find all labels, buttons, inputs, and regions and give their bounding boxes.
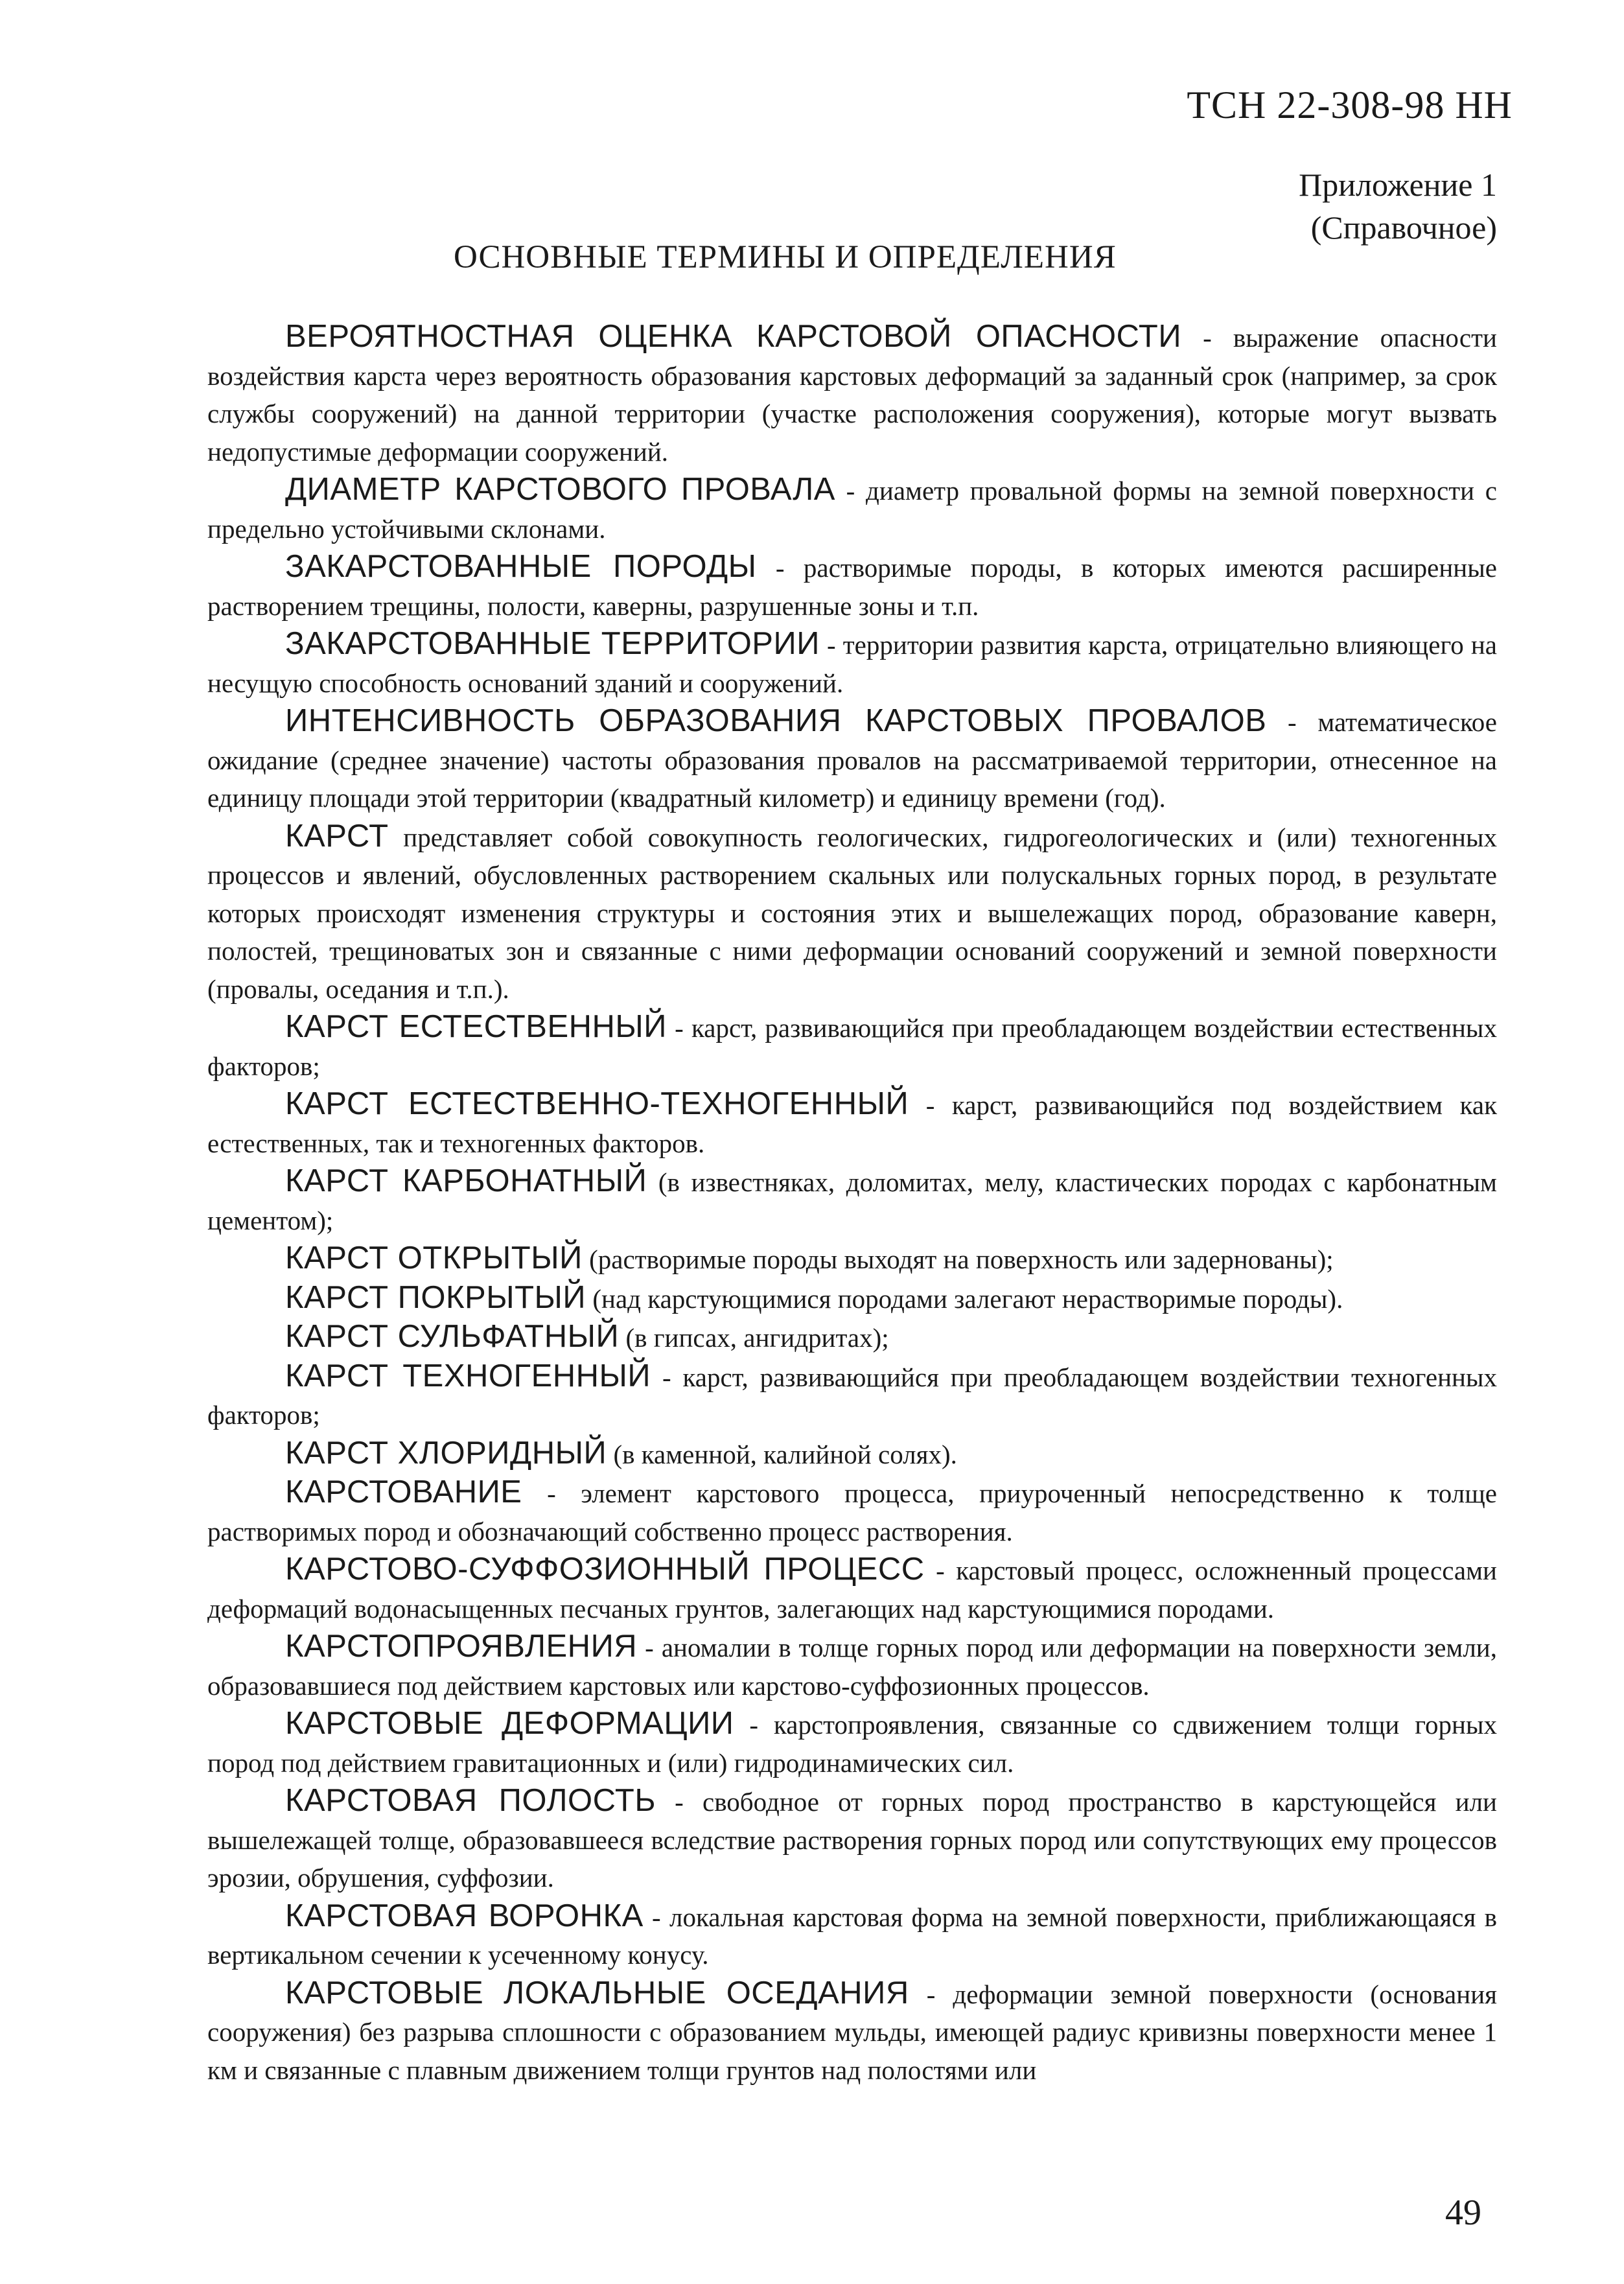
definition-entry <box>207 1357 1497 1434</box>
definition-text: представляет собой совокупность геологических, гидрогеологических и (или) техногенных процессов и явлений, обусловленных растворением скальных или полускальных горных пород, в результате которых происходят изменения структуры и состояния этих и вышележащих пород, образование каверн, полостей, трещиноватых зон и связанные с ними деформации оснований сооружений и земной поверхности (провалы, оседания и т.п.). <box>207 822 1497 1004</box>
definition-entry <box>207 1473 1497 1550</box>
term: КАРСТОПРОЯВЛЕНИЯ <box>285 1629 638 1664</box>
definition-text: - свободное от горных пород пространство в карстующейся или вышележащей толще, образовавшееся вследствие растворения горных пород или сопутствующих ему процессов эрозии, обрушения, суффозии. <box>207 1787 1497 1893</box>
definition-text: - карст, развивающийся при преобладающем воздействии техногенных факторов; <box>207 1362 1498 1430</box>
definition-entry <box>207 1239 1497 1279</box>
term: КАРСТОВО-СУФФОЗИОННЫЙ ПРОЦЕСС <box>285 1552 925 1587</box>
term: КАРСТ КАРБОНАТНЫЙ <box>285 1163 647 1198</box>
term: КАРСТ ЕСТЕСТВЕННО-ТЕХНОГЕННЫЙ <box>285 1086 909 1121</box>
page-title: ОСНОВНЫЕ ТЕРМИНЫ И ОПРЕДЕЛЕНИЯ <box>454 239 1117 275</box>
definition-text: (в гипсах, ангидритах); <box>619 1323 889 1353</box>
definition-text: - локальная карстовая форма на земной поверхности, приближающаяся в вертикальном сечении к усеченному конусу. <box>207 1902 1497 1970</box>
definition-entry <box>207 1550 1497 1627</box>
definition-entry <box>207 1627 1497 1705</box>
appendix-note: (Справочное) <box>1310 209 1497 246</box>
definition-entry <box>207 702 1497 817</box>
definition-text: (над карстующимися породами залегают нерастворимые породы). <box>586 1283 1343 1314</box>
definition-entry <box>207 548 1497 625</box>
definition-entry <box>207 1705 1497 1782</box>
definition-entry <box>207 1008 1497 1085</box>
term: ЗАКАРСТОВАННЫЕ ТЕРРИТОРИИ <box>285 626 820 661</box>
definition-entry <box>207 1318 1497 1357</box>
definition-entry <box>207 625 1497 702</box>
definition-text: - диаметр провальной формы на земной поверхности с предельно устойчивыми склонами. <box>207 476 1497 544</box>
definition-text: - карстовый процесс, осложненный процессами деформаций водонасыщенных песчаных грунтов, залегающих над карстующимися породами. <box>207 1556 1497 1624</box>
definition-text: - растворимые породы, в которых имеются расширенные растворением трещины, полости, каверны, разрушенные зоны и т.п. <box>207 553 1497 621</box>
definition-text: (в известняках, доломитах, мелу, кластических породах с карбонатным цементом); <box>207 1167 1498 1235</box>
term: КАРСТОВЫЕ ДЕФОРМАЦИИ <box>285 1706 734 1741</box>
definition-text: - карст, развивающийся при преобладающем воздействии естественных факторов; <box>207 1013 1497 1081</box>
term: ИНТЕНСИВНОСТЬ ОБРАЗОВАНИЯ КАРСТОВЫХ ПРОВАЛОВ <box>285 703 1267 738</box>
definition-text: - деформации земной поверхности (основания сооружения) без разрыва сплошности с образованием мульды, имеющей радиус кривизны поверхности менее 1 км и связанные с плавным движением толщи грунтов над полостями или <box>207 1979 1497 2085</box>
term: ВЕРОЯТНОСТНАЯ ОЦЕНКА КАРСТОВОЙ ОПАСНОСТИ <box>285 319 1182 354</box>
term: КАРСТ ЕСТЕСТВЕННЫЙ <box>285 1009 667 1044</box>
term: ДИАМЕТР КАРСТОВОГО ПРОВАЛА <box>285 472 835 507</box>
definition-text: (в каменной, калийной солях). <box>607 1439 957 1469</box>
definition-entry <box>207 1162 1497 1239</box>
definition-text: - математическое ожидание (среднее значение) частоты образования провалов на рассматриваемой территории, отнесенное на единицу площади этой территории (квадратный километр) и единицу времени (год). <box>207 707 1497 813</box>
document-code: ТСН 22-308-98 НН <box>1187 84 1513 126</box>
term: КАРСТ <box>285 818 389 854</box>
definition-entry <box>207 1434 1497 1474</box>
term: КАРСТ ОТКРЫТЫЙ <box>285 1241 583 1276</box>
definition-entry <box>207 471 1497 548</box>
term: КАРСТ СУЛЬФАТНЫЙ <box>285 1319 620 1354</box>
definition-text: - элемент карстового процесса, приуроченный непосредственно к толще растворимых пород и обозначающий собственно процесс растворения. <box>207 1478 1497 1546</box>
definition-text: - аномалии в толще горных пород или деформации на поверхности земли, образовавшиеся под действием карстовых или карстово-суффозионных процессов. <box>207 1633 1497 1701</box>
term: КАРСТОВАЯ ПОЛОСТЬ <box>285 1783 656 1818</box>
definition-entry <box>207 318 1497 471</box>
definition-entry <box>207 1897 1497 1974</box>
appendix-label <box>1299 163 1497 249</box>
term: КАРСТОВАНИЕ <box>285 1474 522 1509</box>
definition-text: - карстопроявления, связанные со сдвижением толщи горных пород под действием гравитационных и (или) гидродинамических сил. <box>207 1710 1498 1778</box>
definition-text: - карст, развивающийся под воздействием как естественных, так и техногенных факторов. <box>207 1090 1497 1158</box>
term: КАРСТ ПОКРЫТЫЙ <box>285 1279 586 1315</box>
term: КАРСТ ТЕХНОГЕННЫЙ <box>285 1358 651 1393</box>
definition-text: - территории развития карста, отрицательно влияющего на несущую способность оснований зданий и сооружений. <box>207 630 1498 698</box>
term: КАРСТ ХЛОРИДНЫЙ <box>285 1435 607 1471</box>
definition-entry <box>207 817 1497 1008</box>
definition-entry <box>207 1085 1497 1162</box>
definition-entry <box>207 1782 1497 1897</box>
appendix-number: Приложение 1 <box>1299 167 1497 203</box>
definition-entry <box>207 1279 1497 1318</box>
page-number: 49 <box>1445 2193 1481 2233</box>
term: КАРСТОВАЯ ВОРОНКА <box>285 1898 644 1933</box>
definition-text: - выражение опасности воздействия карста через вероятность образования карстовых деформаций за заданный срок (например, за срок службы сооружений) на данной территории (участке расположения сооружения), которые могут вызвать недопустимые деформации сооружений. <box>207 323 1497 467</box>
definition-text: (растворимые породы выходят на поверхность или задернованы); <box>582 1244 1334 1274</box>
definition-entry <box>207 1974 1497 2090</box>
term: ЗАКАРСТОВАННЫЕ ПОРОДЫ <box>285 549 757 584</box>
term: КАРСТОВЫЕ ЛОКАЛЬНЫЕ ОСЕДАНИЯ <box>285 1975 909 2010</box>
definitions-list <box>207 318 1497 2089</box>
